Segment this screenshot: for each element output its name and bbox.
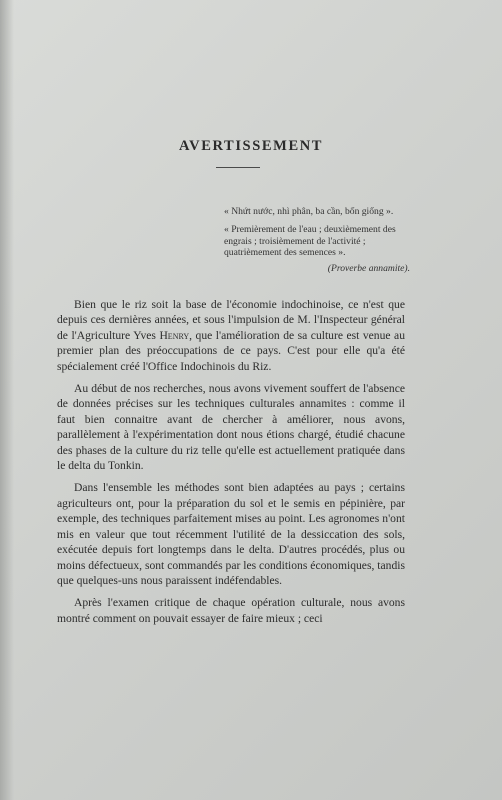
heading-rule: [216, 167, 260, 168]
epigraph: [224, 206, 410, 274]
epigraph-french: « Premièrement de l'eau ; deuxièmement des engrais ; troisièmement de l'activité ; quatrièmement des semences ».: [224, 224, 396, 259]
paragraph-1: [57, 297, 405, 374]
paragraph-2: Au début de nos recherches, nous avons vivement souffert de l'absence de données précises sur les techniques culturales annamites : comme il faut bien connaitre avant de chercher à améliorer, nous avons, parallèlement à l'expérimentation dont nous étions chargé, étudié chacune des phases de la culture du riz telle qu'elle est actuellement pratiquée dans le delta du Tonkin.: [57, 382, 405, 473]
epigraph-vietnamese: « Nhứt nước, nhì phân, ba cần, bốn giống ».: [224, 206, 394, 217]
binding-shadow: [0, 0, 14, 800]
person-name: Henry: [159, 328, 190, 342]
epigraph-attribution: (Proverbe annamite).: [327, 262, 410, 274]
paragraph-1-start: Bien que le riz soit la base de l'économie indochinoise, ce n'est que depuis ces dernières années, et sous l'impulsion de M. l'Inspecteur général de l'Agriculture Yves: [57, 298, 405, 342]
paragraph-1-end: , que l'amélioration de sa culture est venue au premier plan des préoccupations de ce pays. C'est pour elle qu'a été spécialement créé l'Office Indochinois du Riz.: [57, 328, 405, 373]
page-heading: AVERTISSEMENT: [178, 138, 324, 154]
paragraph-3: Dans l'ensemble les méthodes sont bien adaptées au pays ; certains agriculteurs ont, pour la préparation du sol et le semis en pépinière, par exemple, des techniques parfaitement mises au point. Les agronomes n'ont mis en valeur que tout récemment l'utilité de la dessiccation des sols, exécutée depuis fort longtemps dans le delta. D'autres procédés, plus ou moins défectueux, sont commandés par les conditions économiques, tandis que quelques-uns nous paraissent indéfendables.: [57, 481, 405, 587]
paragraph-4: Après l'examen critique de chaque opération culturale, nous avons montré comment on pouvait essayer de faire mieux ; ceci: [57, 596, 405, 625]
body-text: [57, 297, 405, 633]
